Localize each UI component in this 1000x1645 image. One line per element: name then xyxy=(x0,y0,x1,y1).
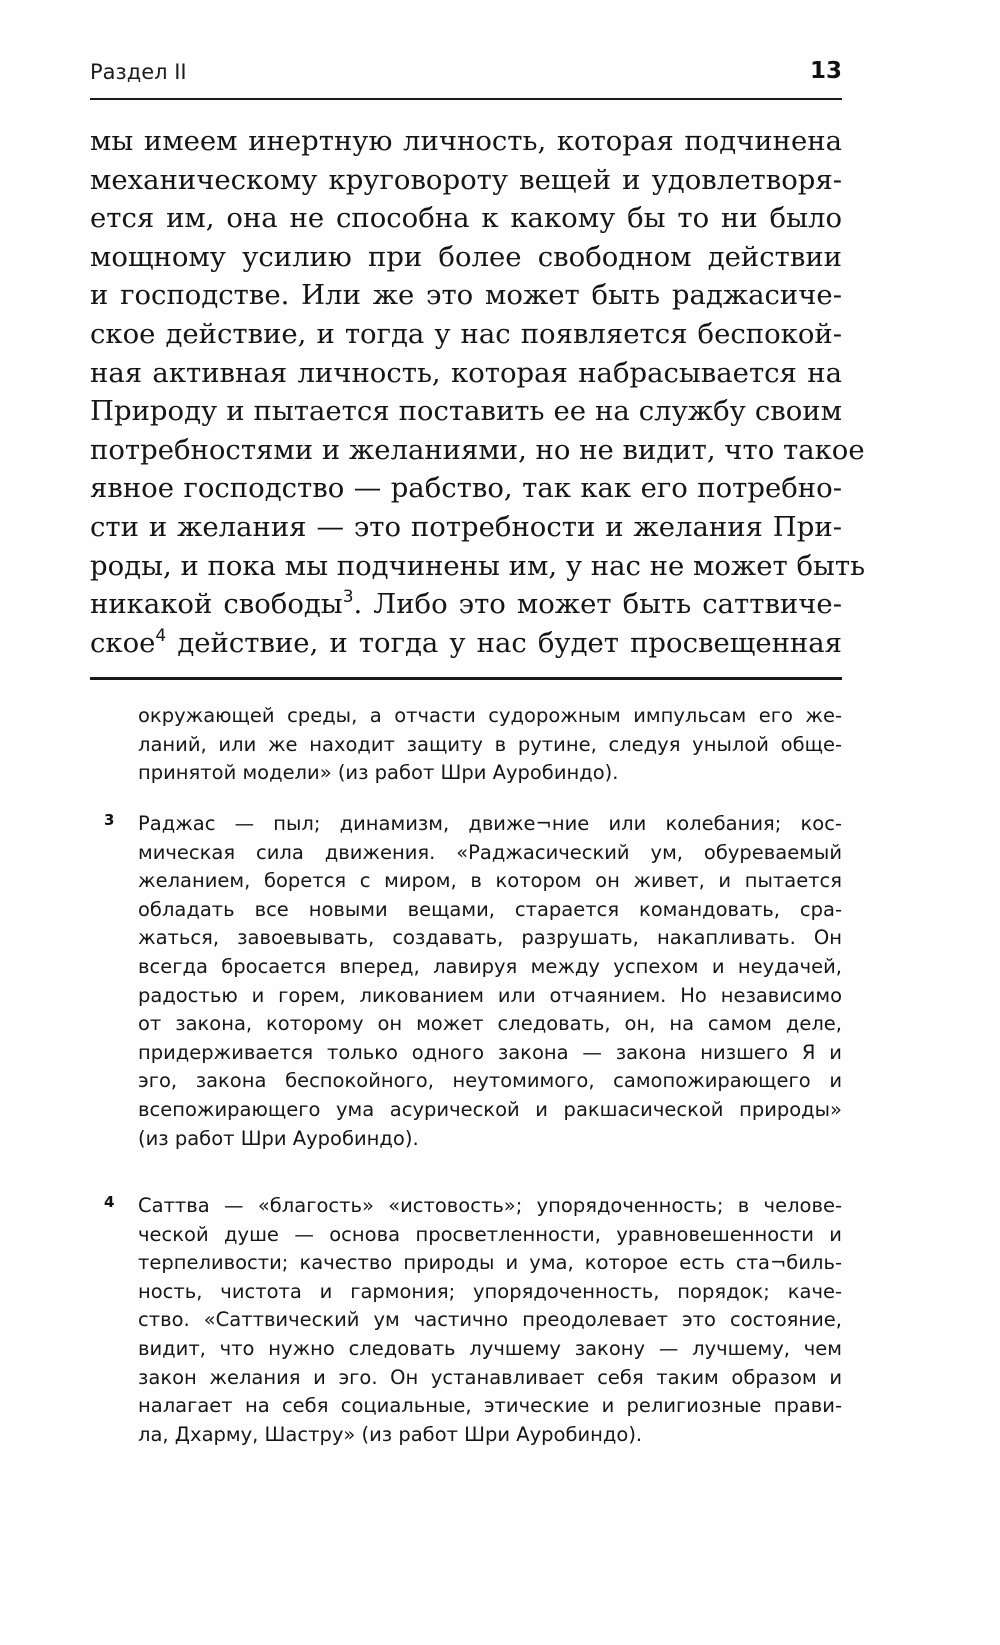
footnote-line: желанием, борется с миром, в котором он живет, и пытается xyxy=(138,869,842,893)
footnote-line: ла, Дхарму, Шастру» (из работ Шри Ауробиндо). xyxy=(138,1422,643,1446)
footnote-separator xyxy=(90,677,842,680)
text-line xyxy=(90,624,842,663)
main-text xyxy=(90,122,866,662)
text-line: мы имеем инертную личность, которая подчинена xyxy=(90,125,842,157)
footnote-line: эго, закона беспокойного, неутомимого, самопожирающего и xyxy=(138,1069,842,1093)
text-line: ется им, она не способна к какому бы то ни было xyxy=(90,202,842,235)
footnote-line: видит, что нужно следовать лучшему закону — лучшему, чем xyxy=(138,1336,842,1360)
text-fragment: ское xyxy=(90,626,156,659)
footnote-line: обладать все новыми вещами, старается командовать, сра- xyxy=(138,897,842,921)
text-line: мощному усилию при более свободном действии xyxy=(90,240,842,273)
footnote-line: ство. «Саттвический ум частично преодолевает это состояние, xyxy=(138,1308,842,1332)
footnote-line: окружающей среды, а отчасти судорожным импульсам его же- xyxy=(138,704,842,727)
footnote-line: жаться, завоевывать, создавать, разрушать, накапливать. Он xyxy=(138,926,842,950)
header-rule xyxy=(90,98,842,100)
footnote-line: принятой модели» (из работ Шри Ауробиндо). xyxy=(138,761,619,785)
footnote-4 xyxy=(90,1192,842,1449)
footnote-line: от закона, которому он может следовать, он, на самом деле, xyxy=(138,1012,842,1036)
text-line: ское действие, и тогда у нас появляется беспокой- xyxy=(90,317,842,350)
footnote-line: Саттва — «благость» «истовость»; упорядоченность; в челове- xyxy=(138,1194,842,1217)
text-line: и господстве. Или же это может быть раджасиче- xyxy=(90,279,842,312)
footnote-3 xyxy=(90,810,842,1153)
text-line: явное господство — рабство, так как его потребно- xyxy=(90,472,842,505)
text-fragment: действие, и тогда у нас будет просвещенная xyxy=(166,626,842,659)
text-fragment: . Либо это может быть саттвиче- xyxy=(353,588,843,621)
footnote-line: ческой душе — основа просветленности, уравновешенности и xyxy=(138,1222,842,1246)
footnote-line: мическая сила движения. «Раджасический ум, обуреваемый xyxy=(138,840,842,864)
running-head xyxy=(90,58,842,94)
footnote-ref-3[interactable]: 3 xyxy=(342,587,354,608)
text-line: Природу и пытается поставить ее на службу своим xyxy=(90,395,842,428)
footnote-line: радостью и горем, ликованием или отчаянием. Но независимо xyxy=(138,983,842,1007)
footnote-line: всегда бросается вперед, лавируя между успехом и неудачей, xyxy=(138,954,842,978)
footnote-line: (из работ Шри Ауробиндо). xyxy=(138,1126,419,1150)
footnote-line: терпеливости; качество природы и ума, которое есть ста¬биль- xyxy=(138,1251,842,1275)
section-label: Раздел II xyxy=(90,60,187,84)
footnote-line: придерживается только одного закона — закона низшего Я и xyxy=(138,1040,842,1064)
footnote-line: налагает на себя социальные, этические и религиозные прави- xyxy=(138,1394,842,1418)
footnote-line: закон желания и эго. Он устанавливает себя таким образом и xyxy=(138,1365,842,1389)
footnote-ref-4[interactable]: 4 xyxy=(155,625,167,646)
text-fragment: никакой свободы xyxy=(90,588,343,621)
text-line: ная активная личность, которая набрасывается на xyxy=(90,356,842,389)
footnote-number: 3 xyxy=(104,811,115,829)
text-line: сти и желания — это потребности и желания При- xyxy=(90,510,842,543)
footnote-line: всепожирающего ума асурической и ракшасической природы» xyxy=(138,1097,842,1121)
text-line: потребностями и желаниями, но не видит, что такое xyxy=(90,433,865,466)
footnote-line: Раджас — пыл; динамизм, движе¬ние или колебания; кос- xyxy=(138,812,842,835)
text-line: роды, и пока мы подчинены им, у нас не может быть xyxy=(90,549,866,582)
footnote-number: 4 xyxy=(104,1193,115,1211)
footnote-line: ность, чистота и гармония; упорядоченность, порядок; каче- xyxy=(138,1279,842,1303)
text-line xyxy=(90,585,842,624)
page-number: 13 xyxy=(809,58,842,84)
footnote-line: ланий, или же находит защиту в рутине, следуя унылой обще- xyxy=(138,732,842,756)
text-line: механическому круговороту вещей и удовлетворя- xyxy=(90,163,842,196)
footnote-continuation xyxy=(90,702,842,788)
